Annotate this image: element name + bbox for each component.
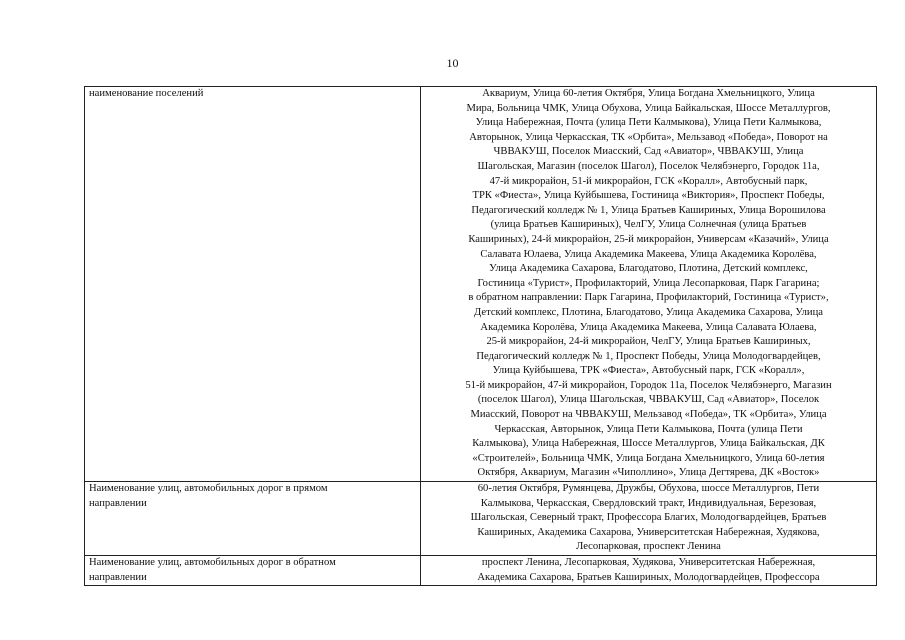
table-row [85, 482, 877, 556]
table-row [85, 556, 877, 586]
route-info-table [84, 86, 877, 586]
settlements-list-text: Аквариум, Улица 60-летия Октября, Улица Богдана Хмельницкого, Улица Мира, Больница ЧМК, Улица Обухова, Улица Байкальская, Шоссе Металлургов, Улица Набережная, Почта (улица Пети Калмыкова), Улица Пети Калмыкова, Авторынок, Улица Черкасская, ТК «Орбита», Мельзавод «Победа», Поворот на ЧВВАКУШ, Поселок Миасский, Сад «Авиатор», ЧВВАКУШ, Улица Шагольская, Магазин (поселок Шагол), Поселок Челябэнерго, Городок 11а, 47-й микрорайон, 51-й микрорайон, ГСК «Коралл», Автобусный парк, ТРК «Фиеста», Улица Куйбышева, Гостиница «Виктория», Проспект Победы, Педагогический колледж № 1, Улица Братьев Кашириных, Улица Ворошилова (улица Братьев Кашириных), ЧелГУ, Улица Солнечная (улица Братьев Кашириных), 24-й микрорайон, 25-й микрорайон, Универсам «Казачий», Улица Салавата Юлаева, Улица Академика Макеева, Улица Академика Королёва, Улица Академика Сахарова, Благодатово, Плотина, Детский комплекс, Гостиница «Турист», Профилакторий, Улица Лесопарковая, Парк Гагарина; в обратном направлении: Парк Гагарина, Профилакторий, Гостиница «Турист», Детский комплекс, Плотина, Благодатово, Улица Академика Сахарова, Улица Академика Королёва, Улица Академика Макеева, Улица Салавата Юлаева, 25-й микрорайон, 24-й микрорайон, ЧелГУ, Улица Братьев Кашириных, Педагогический колледж № 1, Проспект Победы, Улица Молодогвардейцев, Улица Куйбышева, ТРК «Фиеста», Автобусный парк, ГСК «Коралл», 51-й микрорайон, 47-й микрорайон, Городок 11а, Поселок Челябэнерго, Магазин (поселок Шагол), Улица Шагольская, ЧВВАКУШ, Сад «Авиатор», Поселок Миасский, Поворот на ЧВВАКУШ, Мельзавод «Победа», ТК «Орбита», Улица Черкасская, Авторынок, Улица Пети Калмыкова, Почта (улица Пети Калмыкова), Улица Набережная, Шоссе Металлургов, Улица Байкальская, ДК «Строителей», Больница ЧМК, Улица Богдана Хмельницкого, Улица 60-летия Октября, Аквариум, Магазин «Чиполлино», Улица Дегтярева, ДК «Восток» [465, 88, 832, 479]
settlements-label-text: наименование поселений [89, 88, 204, 99]
row-value-streets-forward [421, 482, 877, 556]
streets-reverse-label-text: Наименование улиц, автомобильных дорог в обратном направлении [89, 557, 336, 583]
streets-forward-label-text: Наименование улиц, автомобильных дорог в прямом направлении [89, 483, 328, 509]
streets-forward-list-text: 60-летия Октября, Румянцева, Дружбы, Обухова, шоссе Металлургов, Пети Калмыкова, Черкасская, Свердловский тракт, Индивидуальная, Березовая, Шагольская, Северный тракт, Профессора Благих, Молодогвардейцев, Братьев Кашириных, Академика Сахарова, Университетская Набережная, Худякова, Лесопарковая, проспект Ленина [470, 483, 827, 553]
row-value-settlements [421, 87, 877, 482]
table-row [85, 87, 877, 482]
streets-reverse-list-text: проспект Ленина, Лесопарковая, Худякова, Университетская Набережная, Академика Сахарова, Братьев Кашириных, Молодогвардейцев, Профессора [477, 557, 820, 583]
page-number: 10 [446, 56, 459, 70]
row-value-streets-reverse [421, 556, 877, 586]
row-label-settlements [85, 87, 421, 482]
row-label-streets-forward [85, 482, 421, 556]
row-label-streets-reverse [85, 556, 421, 586]
